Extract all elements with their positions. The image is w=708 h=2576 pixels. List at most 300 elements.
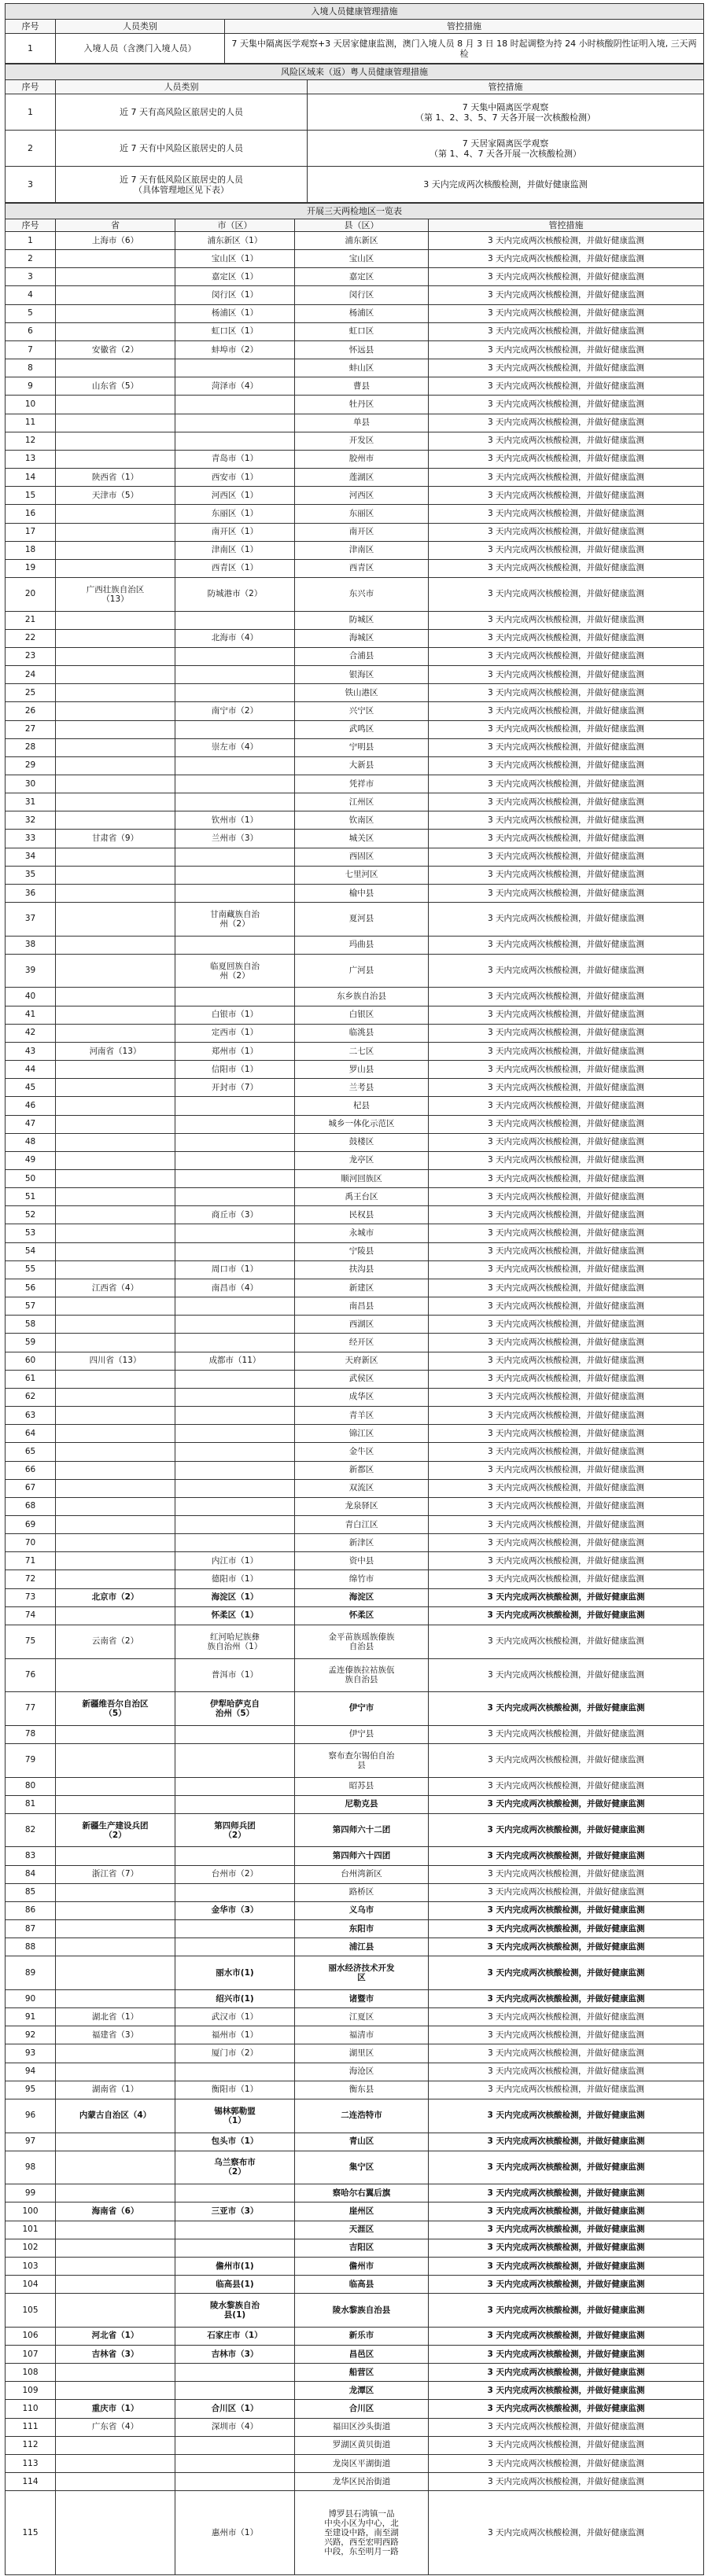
table-row [6, 1692, 704, 1726]
table-row [6, 232, 704, 250]
row-province [56, 414, 175, 432]
row-city: 锡林郭勒盟 （1） [175, 2099, 295, 2133]
row-index: 1 [6, 34, 56, 64]
row-index: 101 [6, 2221, 56, 2239]
row-city: 西青区（1） [175, 559, 295, 577]
row-city: 北海市（4） [175, 629, 295, 647]
row-county: 资中县 [295, 1552, 429, 1570]
row-measures: 3 天内完成两次核酸检测，并做好健康监测 [429, 720, 704, 738]
row-city: 海淀区（1） [175, 1588, 295, 1606]
row-county: 兰考县 [295, 1079, 429, 1097]
row-county: 杞县 [295, 1097, 429, 1115]
row-city: 包头市（1） [175, 2133, 295, 2151]
row-province: 广西壮族自治区 （13） [56, 577, 175, 611]
row-city [175, 2364, 295, 2382]
row-province [56, 720, 175, 738]
row-index: 42 [6, 1024, 56, 1042]
table-row [6, 541, 704, 559]
row-index: 45 [6, 1079, 56, 1097]
three-day-two-test-regions-table [5, 203, 704, 2575]
row-county: 合浦县 [295, 647, 429, 665]
row-index: 58 [6, 1316, 56, 1334]
row-county: 永城市 [295, 1224, 429, 1242]
row-index: 89 [6, 1956, 56, 1990]
row-city [175, 1795, 295, 1813]
table-row [6, 903, 704, 937]
table-row [6, 936, 704, 954]
row-measures: 3 天内完成两次核酸检测，并做好健康监测 [429, 2099, 704, 2133]
row-province: 安徽省（2） [56, 340, 175, 359]
row-province [56, 1170, 175, 1188]
row-measures: 3 天内完成两次核酸检测，并做好健康监测 [429, 954, 704, 988]
col-header-index: 序号 [6, 219, 56, 232]
row-index: 37 [6, 903, 56, 937]
row-province [56, 505, 175, 523]
row-city [175, 1479, 295, 1497]
row-province [56, 1795, 175, 1813]
table-row [6, 2239, 704, 2257]
row-measures: 3 天内完成两次核酸检测，并做好健康监测 [429, 396, 704, 414]
row-index: 82 [6, 1813, 56, 1847]
table-header-row [6, 219, 704, 232]
row-county: 经开区 [295, 1334, 429, 1352]
table-row [6, 2327, 704, 2345]
row-city: 三亚市（3） [175, 2202, 295, 2221]
table-row [6, 702, 704, 720]
table-row [6, 954, 704, 988]
col-header-county: 县（区） [295, 219, 429, 232]
row-province: 湖南省（1） [56, 2081, 175, 2099]
row-county: 东乡族自治县 [295, 988, 429, 1006]
table-row [6, 1606, 704, 1625]
row-province: 天津市（5） [56, 487, 175, 505]
row-index: 75 [6, 1625, 56, 1658]
row-county: 海淀区 [295, 1588, 429, 1606]
table-row [6, 396, 704, 414]
row-measures: 3 天内完成两次核酸检测，并做好健康监测 [429, 2491, 704, 2575]
row-measures: 3 天内完成两次核酸检测，并做好健康监测 [429, 848, 704, 866]
row-county: 青白江区 [295, 1515, 429, 1533]
row-city: 防城港市（2） [175, 577, 295, 611]
row-index: 56 [6, 1279, 56, 1297]
row-index: 25 [6, 684, 56, 702]
row-province: 山东省（5） [56, 377, 175, 396]
row-measures: 3 天内完成两次核酸检测，并做好健康监测 [429, 1552, 704, 1570]
row-province [56, 1188, 175, 1206]
row-measures: 3 天内完成两次核酸检测，并做好健康监测 [429, 505, 704, 523]
row-city [175, 775, 295, 793]
row-index: 54 [6, 1242, 56, 1260]
row-county: 大新县 [295, 756, 429, 775]
row-province: 江西省（4） [56, 1279, 175, 1297]
table-row [6, 1115, 704, 1133]
row-county: 宁明县 [295, 738, 429, 756]
row-province: 河北省（1） [56, 2327, 175, 2345]
row-city [175, 1920, 295, 1938]
row-province [56, 523, 175, 541]
row-county: 诸暨市 [295, 1989, 429, 2007]
row-city [175, 884, 295, 902]
row-index: 83 [6, 1847, 56, 1865]
row-province: 河南省（13） [56, 1042, 175, 1060]
table-row [6, 559, 704, 577]
row-measures: 3 天内完成两次核酸检测，并做好健康监测 [429, 756, 704, 775]
row-province: 四川省（13） [56, 1352, 175, 1370]
table-row [6, 2133, 704, 2151]
row-province [56, 2133, 175, 2151]
row-measures: 3 天内完成两次核酸检测，并做好健康监测 [429, 2436, 704, 2454]
table-row [6, 1479, 704, 1497]
row-county: 昌邑区 [295, 2346, 429, 2364]
table-row [6, 1079, 704, 1097]
row-index: 17 [6, 523, 56, 541]
table-row [6, 811, 704, 830]
row-city: 普洱市（1） [175, 1658, 295, 1692]
row-province [56, 936, 175, 954]
row-province [56, 1989, 175, 2007]
row-index: 93 [6, 2044, 56, 2063]
row-city [175, 2473, 295, 2491]
row-city: 儋州市(1) [175, 2257, 295, 2275]
row-index: 109 [6, 2382, 56, 2400]
row-province: 云南省（2） [56, 1625, 175, 1658]
table-row [6, 1588, 704, 1606]
row-county: 陵水黎族自治县 [295, 2294, 429, 2328]
row-index: 67 [6, 1479, 56, 1497]
row-measures: 3 天内完成两次核酸检测，并做好健康监测 [429, 377, 704, 396]
row-index: 40 [6, 988, 56, 1006]
row-province [56, 1725, 175, 1743]
table-row [6, 1170, 704, 1188]
row-index: 108 [6, 2364, 56, 2382]
table-row [6, 1024, 704, 1042]
table-row [6, 1316, 704, 1334]
row-city: 吉林市（3） [175, 2346, 295, 2364]
row-measures: 3 天内完成两次核酸检测，并做好健康监测 [429, 359, 704, 377]
table-row [6, 1443, 704, 1461]
row-county: 东兴市 [295, 577, 429, 611]
row-measures: 3 天内完成两次核酸检测，并做好健康监测 [429, 1079, 704, 1097]
row-index: 104 [6, 2276, 56, 2294]
row-city: 宝山区（1） [175, 250, 295, 268]
row-province [56, 1334, 175, 1352]
row-measures: 3 天内完成两次核酸检测，并做好健康监测 [429, 1795, 704, 1813]
table-row [6, 1388, 704, 1406]
row-index: 80 [6, 1777, 56, 1795]
row-city [175, 793, 295, 811]
row-index: 111 [6, 2418, 56, 2436]
row-index: 88 [6, 1938, 56, 1956]
row-county: 龙潭区 [295, 2382, 429, 2400]
row-city [175, 848, 295, 866]
row-city: 金华市（3） [175, 1901, 295, 1919]
table-row [6, 340, 704, 359]
row-index: 27 [6, 720, 56, 738]
row-measures: 3 天内完成两次核酸检测，并做好健康监测 [429, 1658, 704, 1692]
row-city: 第四师兵团 （2） [175, 1813, 295, 1847]
row-index: 50 [6, 1170, 56, 1188]
row-county: 锦江区 [295, 1425, 429, 1443]
row-measures: 3 天内完成两次核酸检测，并做好健康监测 [429, 559, 704, 577]
row-province [56, 1777, 175, 1795]
table-row [6, 1847, 704, 1865]
table-row [6, 94, 704, 131]
row-index: 69 [6, 1515, 56, 1533]
row-province [56, 1115, 175, 1133]
row-county: 河西区 [295, 487, 429, 505]
row-measures: 3 天内完成两次核酸检测，并做好健康监测 [429, 2202, 704, 2221]
row-measures: 3 天内完成两次核酸检测，并做好健康监测 [429, 250, 704, 268]
row-index: 9 [6, 377, 56, 396]
row-city: 衡阳市（1） [175, 2081, 295, 2099]
row-measures: 3 天内完成两次核酸检测，并做好健康监测 [429, 1316, 704, 1334]
table-row [6, 1407, 704, 1425]
table-row [6, 1725, 704, 1743]
row-city [175, 1461, 295, 1479]
row-measures: 3 天内完成两次核酸检测，并做好健康监测 [429, 1777, 704, 1795]
row-county: 合川区 [295, 2400, 429, 2418]
row-measures: 3 天内完成两次核酸检测，并做好健康监测 [429, 811, 704, 830]
table-row [6, 1188, 704, 1206]
row-city [175, 359, 295, 377]
table-row [6, 830, 704, 848]
row-city: 临高县(1) [175, 2276, 295, 2294]
table-row [6, 1224, 704, 1242]
row-province [56, 1079, 175, 1097]
row-city [175, 1938, 295, 1956]
row-city [175, 414, 295, 432]
row-index: 6 [6, 322, 56, 340]
row-province [56, 793, 175, 811]
row-index: 110 [6, 2400, 56, 2418]
row-city: 郑州市（1） [175, 1042, 295, 1060]
row-city [175, 1443, 295, 1461]
row-county: 民权县 [295, 1206, 429, 1224]
row-index: 35 [6, 866, 56, 884]
table-row [6, 377, 704, 396]
row-county: 浦东新区 [295, 232, 429, 250]
table-row [6, 684, 704, 702]
table-row [6, 2081, 704, 2099]
row-measures: 3 天内完成两次核酸检测，并做好健康监测 [429, 1920, 704, 1938]
row-index: 1 [6, 232, 56, 250]
table-row [6, 1006, 704, 1024]
row-county: 第四师六十二团 [295, 1813, 429, 1847]
row-measures: 3 天内完成两次核酸检测，并做好健康监测 [429, 1388, 704, 1406]
row-city: 浦东新区（1） [175, 232, 295, 250]
row-measures: 3 天内完成两次核酸检测，并做好健康监测 [429, 684, 704, 702]
row-county: 嘉定区 [295, 268, 429, 286]
row-province [56, 1370, 175, 1388]
row-city: 蚌埠市（2） [175, 340, 295, 359]
row-county: 新建区 [295, 1279, 429, 1297]
table-row [6, 432, 704, 450]
row-county: 船营区 [295, 2364, 429, 2382]
row-province [56, 1297, 175, 1316]
row-county: 丽水经济技术开发 区 [295, 1956, 429, 1990]
row-city: 西安市（1） [175, 469, 295, 487]
row-county: 闵行区 [295, 286, 429, 304]
row-city [175, 1133, 295, 1151]
row-measures: 3 天内完成两次核酸检测，并做好健康监测 [429, 1260, 704, 1279]
row-measures: 3 天内完成两次核酸检测，并做好健康监测 [429, 450, 704, 468]
row-province [56, 322, 175, 340]
row-category: 入境人员（含澳门入境人员） [56, 34, 225, 64]
table-row [6, 2473, 704, 2491]
row-measures: 3 天内完成两次核酸检测，并做好健康监测 [429, 793, 704, 811]
row-measures: 3 天内完成两次核酸检测，并做好健康监测 [429, 884, 704, 902]
row-measures: 3 天内完成两次核酸检测，并做好健康监测 [429, 232, 704, 250]
row-county: 路桥区 [295, 1883, 429, 1901]
table-row [6, 487, 704, 505]
row-city [175, 1188, 295, 1206]
row-city [175, 1725, 295, 1743]
section-title-row [6, 4, 704, 20]
section-title-row [6, 204, 704, 219]
table-row [6, 1370, 704, 1388]
row-index: 7 [6, 340, 56, 359]
row-index: 36 [6, 884, 56, 902]
row-index: 10 [6, 396, 56, 414]
row-index: 62 [6, 1388, 56, 1406]
row-measures: 3 天内完成两次核酸检测，并做好健康监测 [429, 1297, 704, 1316]
row-county: 七里河区 [295, 866, 429, 884]
row-province [56, 1956, 175, 1990]
row-index: 12 [6, 432, 56, 450]
row-measures: 3 天内完成两次核酸检测，并做好健康监测 [429, 2133, 704, 2151]
table-row [6, 629, 704, 647]
row-province [56, 1443, 175, 1461]
row-index: 66 [6, 1461, 56, 1479]
row-county: 金牛区 [295, 1443, 429, 1461]
row-measures: 3 天内完成两次核酸检测，并做好健康监测 [429, 830, 704, 848]
row-city [175, 1497, 295, 1515]
row-province [56, 1024, 175, 1042]
row-province: 广东省（4） [56, 2418, 175, 2436]
row-county: 胶州市 [295, 450, 429, 468]
row-index: 20 [6, 577, 56, 611]
table-row [6, 1515, 704, 1533]
table-row [6, 866, 704, 884]
row-index: 5 [6, 304, 56, 322]
table-row [6, 577, 704, 611]
row-county: 蚌山区 [295, 359, 429, 377]
table-row [6, 2044, 704, 2063]
row-measures: 3 天内完成两次核酸检测，并做好健康监测 [429, 1847, 704, 1865]
row-province [56, 2151, 175, 2184]
row-county: 昭苏县 [295, 1777, 429, 1795]
row-index: 30 [6, 775, 56, 793]
row-city: 陵水黎族自治 县(1) [175, 2294, 295, 2328]
table-row [6, 1534, 704, 1552]
row-province [56, 1224, 175, 1242]
row-index: 29 [6, 756, 56, 775]
row-index: 24 [6, 666, 56, 684]
row-province [56, 1847, 175, 1865]
table-row [6, 2202, 704, 2221]
table-row [6, 1352, 704, 1370]
row-city [175, 1534, 295, 1552]
row-province [56, 1461, 175, 1479]
row-city: 杨浦区（1） [175, 304, 295, 322]
row-province [56, 666, 175, 684]
row-province [56, 1743, 175, 1777]
row-measures: 3 天内完成两次核酸检测，并做好健康监测 [429, 1515, 704, 1533]
row-county: 广河县 [295, 954, 429, 988]
row-measures: 3 天内完成两次核酸检测，并做好健康监测 [429, 2221, 704, 2239]
row-county: 孟连傣族拉祜族佤 族自治县 [295, 1658, 429, 1692]
row-measures: 3 天内完成两次核酸检测，并做好健康监测 [429, 738, 704, 756]
table-row [6, 1297, 704, 1316]
row-measures: 3 天内完成两次核酸检测，并做好健康监测 [429, 1461, 704, 1479]
table-row [6, 848, 704, 866]
row-county: 青羊区 [295, 1407, 429, 1425]
row-city: 河西区（1） [175, 487, 295, 505]
row-index: 64 [6, 1425, 56, 1443]
row-measures: 3 天内完成两次核酸检测，并做好健康监测 [429, 936, 704, 954]
row-measures: 3 天内完成两次核酸检测，并做好健康监测 [429, 1938, 704, 1956]
row-index: 94 [6, 2063, 56, 2081]
row-index: 107 [6, 2346, 56, 2364]
row-province [56, 396, 175, 414]
policy-tables [5, 3, 703, 2575]
row-county: 海城区 [295, 629, 429, 647]
row-province [56, 1260, 175, 1279]
row-category: 近 7 天有中风险区旅居史的人员 [56, 131, 308, 167]
table-row [6, 1133, 704, 1151]
row-city [175, 720, 295, 738]
row-city [175, 2436, 295, 2454]
row-province [56, 1388, 175, 1406]
row-index: 15 [6, 487, 56, 505]
row-county: 伊宁市 [295, 1692, 429, 1726]
table-row [6, 505, 704, 523]
row-measures: 3 天内完成两次核酸检测，并做好健康监测 [429, 647, 704, 665]
row-index: 103 [6, 2257, 56, 2275]
table-row [6, 720, 704, 738]
row-province: 湖北省（1） [56, 2008, 175, 2026]
row-city: 甘南藏族自治 州（2） [175, 903, 295, 937]
row-province [56, 1883, 175, 1901]
row-index: 47 [6, 1115, 56, 1133]
table-row [6, 2221, 704, 2239]
row-city: 红河哈尼族彝 族自治州（1） [175, 1625, 295, 1658]
table-row [6, 2151, 704, 2184]
row-city: 合川区（1） [175, 2400, 295, 2418]
section-title: 入境人员健康管理措施 [6, 4, 704, 20]
row-measures: 3 天内完成两次核酸检测，并做好健康监测 [429, 1443, 704, 1461]
row-measures: 3 天内完成两次核酸检测，并做好健康监测 [429, 1725, 704, 1743]
row-county: 龙泉驿区 [295, 1497, 429, 1515]
row-city: 闵行区（1） [175, 286, 295, 304]
table-row [6, 2257, 704, 2275]
table-row [6, 322, 704, 340]
row-county: 福清市 [295, 2026, 429, 2044]
row-province [56, 738, 175, 756]
table-row [6, 34, 704, 64]
row-measures: 3 天内完成两次核酸检测，并做好健康监测 [429, 286, 704, 304]
row-province [56, 611, 175, 629]
row-county: 福田区沙头街道 [295, 2418, 429, 2436]
row-county: 台州湾新区 [295, 1865, 429, 1883]
row-county: 城乡一体化示范区 [295, 1115, 429, 1133]
row-county: 单县 [295, 414, 429, 432]
row-county: 曹县 [295, 377, 429, 396]
col-header-category: 人员类别 [56, 80, 308, 94]
row-index: 106 [6, 2327, 56, 2345]
table-row [6, 1425, 704, 1443]
row-measures: 3 天内完成两次核酸检测，并做好健康监测 [429, 1133, 704, 1151]
